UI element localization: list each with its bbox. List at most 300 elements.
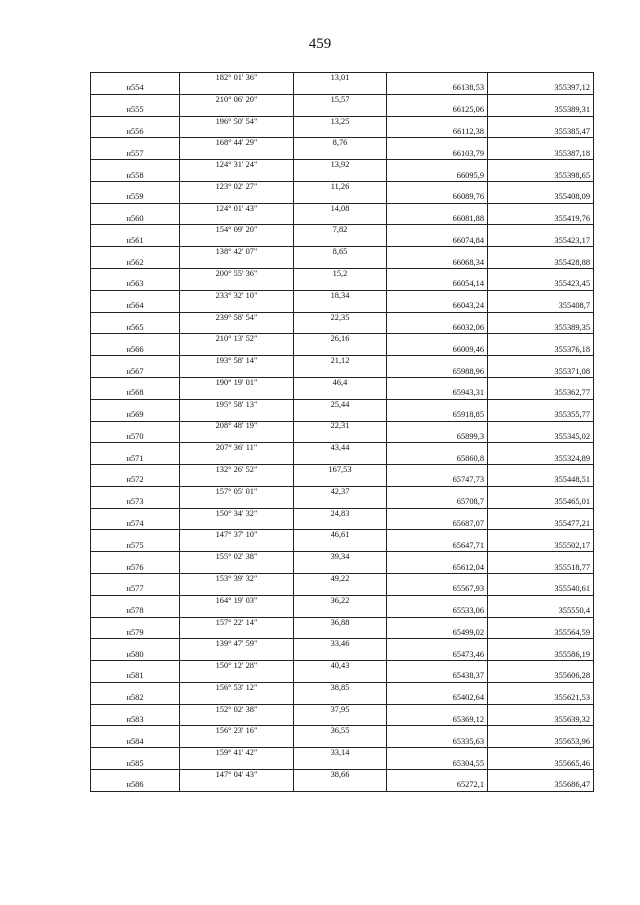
segment-length: 46,4 bbox=[294, 377, 387, 388]
direction-angle bbox=[180, 693, 294, 704]
segment-length bbox=[294, 584, 387, 595]
coordinate-y: 355428,88 bbox=[488, 258, 594, 269]
coordinate-y: 355389,31 bbox=[488, 105, 594, 116]
point-name bbox=[91, 443, 180, 454]
coordinate-x: 65708,7 bbox=[387, 497, 488, 508]
point-name: н566 bbox=[91, 345, 180, 356]
segment-row bbox=[91, 399, 594, 410]
direction-angle: 210° 06' 20" bbox=[180, 94, 294, 105]
coordinate-y: 355606,28 bbox=[488, 671, 594, 682]
direction-angle bbox=[180, 301, 294, 312]
segment-length: 25,44 bbox=[294, 399, 387, 410]
segment-length: 22,31 bbox=[294, 421, 387, 432]
coordinate-x: 66074,84 bbox=[387, 236, 488, 247]
point-name bbox=[91, 770, 180, 781]
point-name bbox=[91, 181, 180, 192]
coordinate-x: 66138,53 bbox=[387, 83, 488, 94]
direction-angle: 155° 02' 38" bbox=[180, 552, 294, 563]
point-row bbox=[91, 737, 594, 748]
segment-row bbox=[91, 203, 594, 214]
point-name: н559 bbox=[91, 192, 180, 203]
point-row bbox=[91, 454, 594, 465]
coordinate-x bbox=[387, 203, 488, 214]
direction-angle bbox=[180, 541, 294, 552]
coordinate-y bbox=[488, 203, 594, 214]
segment-length: 13,25 bbox=[294, 116, 387, 127]
coordinate-x: 65335,63 bbox=[387, 737, 488, 748]
segment-length bbox=[294, 83, 387, 94]
coordinate-y bbox=[488, 748, 594, 759]
segment-length bbox=[294, 628, 387, 639]
coordinate-x bbox=[387, 704, 488, 715]
coordinate-y: 355371,08 bbox=[488, 367, 594, 378]
coordinate-y bbox=[488, 661, 594, 672]
segment-length bbox=[294, 715, 387, 726]
direction-angle: 147° 04' 43" bbox=[180, 770, 294, 781]
segment-row bbox=[91, 181, 594, 192]
coordinate-x bbox=[387, 138, 488, 149]
coordinate-x bbox=[387, 465, 488, 476]
table-body bbox=[91, 73, 594, 792]
coordinate-y bbox=[488, 290, 594, 301]
segment-length bbox=[294, 258, 387, 269]
segment-length: 49,22 bbox=[294, 573, 387, 584]
direction-angle bbox=[180, 432, 294, 443]
segment-length: 13,01 bbox=[294, 73, 387, 84]
direction-angle bbox=[180, 519, 294, 530]
coordinate-y: 355540,61 bbox=[488, 584, 594, 595]
coordinate-y: 355408,7 bbox=[488, 301, 594, 312]
direction-angle: 157° 05' 01" bbox=[180, 486, 294, 497]
coordinate-x bbox=[387, 73, 488, 84]
point-name: н564 bbox=[91, 301, 180, 312]
coordinate-x bbox=[387, 726, 488, 737]
coordinate-x: 65533,06 bbox=[387, 606, 488, 617]
point-row bbox=[91, 693, 594, 704]
segment-length bbox=[294, 105, 387, 116]
coordinate-x bbox=[387, 356, 488, 367]
point-name: н567 bbox=[91, 367, 180, 378]
segment-length: 38,66 bbox=[294, 770, 387, 781]
direction-angle bbox=[180, 454, 294, 465]
coordinate-x bbox=[387, 682, 488, 693]
point-row bbox=[91, 258, 594, 269]
point-name bbox=[91, 116, 180, 127]
coordinate-x bbox=[387, 116, 488, 127]
segment-length: 8,65 bbox=[294, 247, 387, 258]
point-name: н571 bbox=[91, 454, 180, 465]
point-name: н561 bbox=[91, 236, 180, 247]
point-row bbox=[91, 432, 594, 443]
direction-angle bbox=[180, 323, 294, 334]
point-row bbox=[91, 671, 594, 682]
point-row bbox=[91, 171, 594, 182]
coordinate-y: 355639,32 bbox=[488, 715, 594, 726]
direction-angle bbox=[180, 127, 294, 138]
coordinate-x: 65272,1 bbox=[387, 780, 488, 791]
coordinate-x: 65860,8 bbox=[387, 454, 488, 465]
segment-length: 38,85 bbox=[294, 682, 387, 693]
coordinate-x: 65402,64 bbox=[387, 693, 488, 704]
direction-angle: 196° 50' 54" bbox=[180, 116, 294, 127]
coordinate-x bbox=[387, 508, 488, 519]
segment-length bbox=[294, 323, 387, 334]
coordinate-x: 66043,24 bbox=[387, 301, 488, 312]
point-name bbox=[91, 595, 180, 606]
coordinate-x: 65567,93 bbox=[387, 584, 488, 595]
point-name bbox=[91, 682, 180, 693]
direction-angle bbox=[180, 192, 294, 203]
point-row bbox=[91, 388, 594, 399]
point-name: н555 bbox=[91, 105, 180, 116]
point-name: н573 bbox=[91, 497, 180, 508]
segment-length bbox=[294, 759, 387, 770]
coordinate-x: 65612,04 bbox=[387, 563, 488, 574]
coordinate-x bbox=[387, 399, 488, 410]
point-name bbox=[91, 138, 180, 149]
segment-row bbox=[91, 160, 594, 171]
coordinate-x bbox=[387, 225, 488, 236]
direction-angle bbox=[180, 258, 294, 269]
coordinate-x: 66009,46 bbox=[387, 345, 488, 356]
direction-angle: 123° 02' 27" bbox=[180, 181, 294, 192]
direction-angle: 200° 55' 36" bbox=[180, 269, 294, 280]
segment-length: 11,26 bbox=[294, 181, 387, 192]
coordinate-x: 65473,46 bbox=[387, 650, 488, 661]
segment-row bbox=[91, 377, 594, 388]
segment-length: 36,88 bbox=[294, 617, 387, 628]
coordinate-y: 355385,47 bbox=[488, 127, 594, 138]
point-name bbox=[91, 465, 180, 476]
point-name: н556 bbox=[91, 127, 180, 138]
point-name bbox=[91, 203, 180, 214]
coordinate-x: 66081,88 bbox=[387, 214, 488, 225]
segment-length bbox=[294, 214, 387, 225]
point-name bbox=[91, 290, 180, 301]
segment-row bbox=[91, 116, 594, 127]
segment-row bbox=[91, 421, 594, 432]
coordinate-y: 355398,65 bbox=[488, 171, 594, 182]
coordinate-x: 66103,79 bbox=[387, 149, 488, 160]
coordinate-x: 66054,14 bbox=[387, 279, 488, 290]
coordinate-x: 65499,02 bbox=[387, 628, 488, 639]
point-name: н585 bbox=[91, 759, 180, 770]
point-name: н565 bbox=[91, 323, 180, 334]
coordinate-y bbox=[488, 421, 594, 432]
point-name bbox=[91, 247, 180, 258]
segment-row bbox=[91, 748, 594, 759]
coordinate-y: 355477,21 bbox=[488, 519, 594, 530]
coordinate-y bbox=[488, 639, 594, 650]
segment-length: 36,22 bbox=[294, 595, 387, 606]
direction-angle bbox=[180, 628, 294, 639]
segment-row bbox=[91, 269, 594, 280]
point-name bbox=[91, 508, 180, 519]
segment-row bbox=[91, 312, 594, 323]
segment-length: 42,37 bbox=[294, 486, 387, 497]
segment-length: 40,43 bbox=[294, 661, 387, 672]
coordinate-x: 65687,07 bbox=[387, 519, 488, 530]
point-name: н580 bbox=[91, 650, 180, 661]
point-row bbox=[91, 323, 594, 334]
point-row bbox=[91, 606, 594, 617]
point-row bbox=[91, 780, 594, 791]
direction-angle bbox=[180, 475, 294, 486]
direction-angle bbox=[180, 759, 294, 770]
direction-angle: 124° 01' 43" bbox=[180, 203, 294, 214]
direction-angle bbox=[180, 606, 294, 617]
coordinate-x: 66089,76 bbox=[387, 192, 488, 203]
point-name: н586 bbox=[91, 780, 180, 791]
segment-row bbox=[91, 682, 594, 693]
point-name: н582 bbox=[91, 693, 180, 704]
coordinate-y bbox=[488, 682, 594, 693]
segment-length: 33,14 bbox=[294, 748, 387, 759]
point-row bbox=[91, 83, 594, 94]
point-name: н568 bbox=[91, 388, 180, 399]
coordinate-y: 355345,02 bbox=[488, 432, 594, 443]
direction-angle bbox=[180, 497, 294, 508]
segment-length bbox=[294, 410, 387, 421]
direction-angle bbox=[180, 236, 294, 247]
coordinate-y bbox=[488, 443, 594, 454]
segment-length: 33,46 bbox=[294, 639, 387, 650]
segment-length bbox=[294, 693, 387, 704]
coordinate-y bbox=[488, 334, 594, 345]
segment-length bbox=[294, 541, 387, 552]
point-name: н557 bbox=[91, 149, 180, 160]
coordinate-y: 355355,77 bbox=[488, 410, 594, 421]
coordinate-y: 355423,17 bbox=[488, 236, 594, 247]
segment-row bbox=[91, 225, 594, 236]
point-name: н575 bbox=[91, 541, 180, 552]
coordinate-y: 355397,12 bbox=[488, 83, 594, 94]
point-row bbox=[91, 410, 594, 421]
segment-length: 46,61 bbox=[294, 530, 387, 541]
point-row bbox=[91, 497, 594, 508]
point-name: н584 bbox=[91, 737, 180, 748]
coordinate-y bbox=[488, 116, 594, 127]
point-name bbox=[91, 704, 180, 715]
segment-row bbox=[91, 639, 594, 650]
segment-length bbox=[294, 279, 387, 290]
direction-angle: 156° 23' 16" bbox=[180, 726, 294, 737]
segment-length bbox=[294, 301, 387, 312]
point-row bbox=[91, 105, 594, 116]
segment-length bbox=[294, 192, 387, 203]
coordinate-x bbox=[387, 94, 488, 105]
coordinate-y bbox=[488, 181, 594, 192]
coordinate-y bbox=[488, 356, 594, 367]
point-name bbox=[91, 334, 180, 345]
point-name bbox=[91, 573, 180, 584]
point-name: н581 bbox=[91, 671, 180, 682]
direction-angle: 138° 42' 07" bbox=[180, 247, 294, 258]
coordinate-y: 355448,51 bbox=[488, 475, 594, 486]
coordinate-x bbox=[387, 661, 488, 672]
point-name: н578 bbox=[91, 606, 180, 617]
coordinate-y: 355550,4 bbox=[488, 606, 594, 617]
coordinate-y bbox=[488, 138, 594, 149]
coordinate-x: 65899,3 bbox=[387, 432, 488, 443]
coordinate-x bbox=[387, 617, 488, 628]
coordinate-x bbox=[387, 552, 488, 563]
point-name bbox=[91, 726, 180, 737]
segment-row bbox=[91, 552, 594, 563]
segment-row bbox=[91, 465, 594, 476]
point-name bbox=[91, 73, 180, 84]
coordinate-y bbox=[488, 377, 594, 388]
point-name: н576 bbox=[91, 563, 180, 574]
point-name: н577 bbox=[91, 584, 180, 595]
point-name bbox=[91, 421, 180, 432]
point-name bbox=[91, 225, 180, 236]
segment-length: 43,44 bbox=[294, 443, 387, 454]
segment-row bbox=[91, 704, 594, 715]
point-name bbox=[91, 486, 180, 497]
point-row bbox=[91, 759, 594, 770]
coordinate-x bbox=[387, 181, 488, 192]
coordinate-y: 355502,17 bbox=[488, 541, 594, 552]
segment-row bbox=[91, 726, 594, 737]
point-row bbox=[91, 650, 594, 661]
segment-row bbox=[91, 334, 594, 345]
segment-length: 14,08 bbox=[294, 203, 387, 214]
point-row bbox=[91, 149, 594, 160]
direction-angle: 233° 32' 10" bbox=[180, 290, 294, 301]
point-name: н563 bbox=[91, 279, 180, 290]
point-row bbox=[91, 541, 594, 552]
segment-length bbox=[294, 671, 387, 682]
coordinate-y: 355423,45 bbox=[488, 279, 594, 290]
point-name bbox=[91, 530, 180, 541]
segment-length bbox=[294, 563, 387, 574]
coordinate-x bbox=[387, 269, 488, 280]
coordinate-y: 355621,53 bbox=[488, 693, 594, 704]
coordinate-x bbox=[387, 486, 488, 497]
point-name: н570 bbox=[91, 432, 180, 443]
point-row bbox=[91, 192, 594, 203]
segment-length: 15,57 bbox=[294, 94, 387, 105]
point-name: н560 bbox=[91, 214, 180, 225]
coordinate-y bbox=[488, 530, 594, 541]
segment-length: 15,2 bbox=[294, 269, 387, 280]
point-name bbox=[91, 160, 180, 171]
direction-angle: 157° 22' 14" bbox=[180, 617, 294, 628]
point-name bbox=[91, 748, 180, 759]
coordinate-y bbox=[488, 465, 594, 476]
direction-angle bbox=[180, 650, 294, 661]
segment-length: 18,34 bbox=[294, 290, 387, 301]
segment-row bbox=[91, 573, 594, 584]
segment-row bbox=[91, 138, 594, 149]
point-name bbox=[91, 356, 180, 367]
segment-length: 7,82 bbox=[294, 225, 387, 236]
direction-angle: 207° 36' 11" bbox=[180, 443, 294, 454]
coordinate-x bbox=[387, 530, 488, 541]
direction-angle bbox=[180, 345, 294, 356]
page-number: 459 bbox=[308, 36, 332, 52]
coordinate-x bbox=[387, 421, 488, 432]
coordinate-x bbox=[387, 160, 488, 171]
point-name bbox=[91, 661, 180, 672]
segment-row bbox=[91, 508, 594, 519]
coordinate-x: 66032,06 bbox=[387, 323, 488, 334]
coordinate-y: 355376,18 bbox=[488, 345, 594, 356]
point-row bbox=[91, 367, 594, 378]
segment-row bbox=[91, 290, 594, 301]
coordinate-y bbox=[488, 486, 594, 497]
direction-angle: 164° 19' 03" bbox=[180, 595, 294, 606]
direction-angle: 168° 44' 29" bbox=[180, 138, 294, 149]
segment-length: 21,12 bbox=[294, 356, 387, 367]
coordinates-table bbox=[90, 72, 594, 792]
direction-angle: 195° 58' 13" bbox=[180, 399, 294, 410]
segment-row bbox=[91, 94, 594, 105]
coordinate-y bbox=[488, 508, 594, 519]
segment-length bbox=[294, 454, 387, 465]
direction-angle: 156° 53' 12" bbox=[180, 682, 294, 693]
segment-row bbox=[91, 661, 594, 672]
point-row bbox=[91, 279, 594, 290]
coordinate-x: 65943,31 bbox=[387, 388, 488, 399]
coordinate-x bbox=[387, 290, 488, 301]
point-name bbox=[91, 617, 180, 628]
direction-angle bbox=[180, 563, 294, 574]
direction-angle: 150° 34' 32" bbox=[180, 508, 294, 519]
coordinate-x bbox=[387, 443, 488, 454]
direction-angle: 210° 13' 52" bbox=[180, 334, 294, 345]
coordinate-x: 65304,55 bbox=[387, 759, 488, 770]
coordinate-x: 65647,71 bbox=[387, 541, 488, 552]
coordinate-y: 355389,35 bbox=[488, 323, 594, 334]
segment-length bbox=[294, 432, 387, 443]
segment-length: 39,34 bbox=[294, 552, 387, 563]
coordinate-y bbox=[488, 726, 594, 737]
coordinate-x bbox=[387, 312, 488, 323]
coordinate-x bbox=[387, 247, 488, 258]
coordinate-y bbox=[488, 247, 594, 258]
direction-angle: 132° 26' 52" bbox=[180, 465, 294, 476]
coordinate-x: 65369,12 bbox=[387, 715, 488, 726]
segment-length: 37,95 bbox=[294, 704, 387, 715]
coordinate-y: 355518,77 bbox=[488, 563, 594, 574]
direction-angle: 124° 31' 24" bbox=[180, 160, 294, 171]
point-name: н579 bbox=[91, 628, 180, 639]
segment-length bbox=[294, 171, 387, 182]
segment-length: 13,92 bbox=[294, 160, 387, 171]
coordinate-x: 66125,06 bbox=[387, 105, 488, 116]
segment-length: 26,16 bbox=[294, 334, 387, 345]
segment-row bbox=[91, 247, 594, 258]
segment-length bbox=[294, 606, 387, 617]
point-name bbox=[91, 377, 180, 388]
point-row bbox=[91, 715, 594, 726]
coordinate-x: 65918,85 bbox=[387, 410, 488, 421]
coordinate-x: 65988,96 bbox=[387, 367, 488, 378]
point-name: н583 bbox=[91, 715, 180, 726]
segment-length bbox=[294, 650, 387, 661]
coordinate-x bbox=[387, 377, 488, 388]
direction-angle: 239° 58' 54" bbox=[180, 312, 294, 323]
direction-angle: 139° 47' 59" bbox=[180, 639, 294, 650]
coordinate-x: 66095,9 bbox=[387, 171, 488, 182]
segment-length: 22,35 bbox=[294, 312, 387, 323]
segment-length bbox=[294, 737, 387, 748]
direction-angle: 147° 37' 10" bbox=[180, 530, 294, 541]
direction-angle: 182° 01' 36" bbox=[180, 73, 294, 84]
direction-angle: 152° 02' 38" bbox=[180, 704, 294, 715]
